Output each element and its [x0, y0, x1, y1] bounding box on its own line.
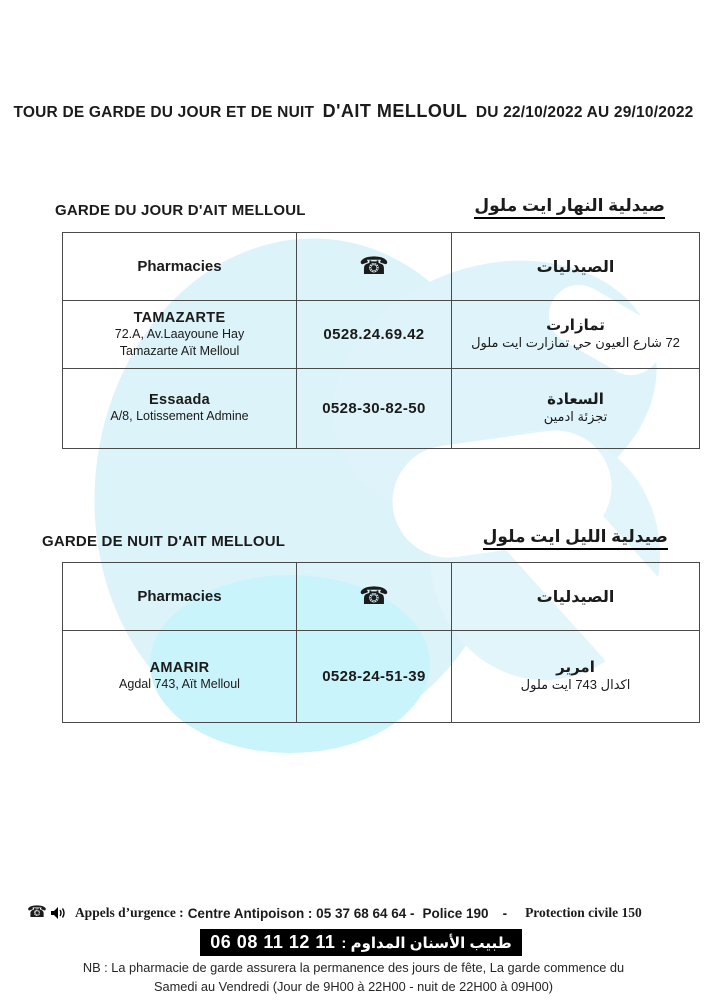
pharmacy-phone: 0528-30-82-50 — [297, 369, 452, 449]
pharmacy-cell-ar — [452, 369, 700, 449]
title-prefix: TOUR DE GARDE DU JOUR ET DE NUIT — [13, 104, 315, 121]
table-row — [63, 301, 700, 369]
nb-note-line2: Samedi au Vendredi (Jour de 9H00 à 22H00 - nuit de 22H00 à 09H00) — [153, 979, 554, 994]
pharmacy-address-ar: تجزئة ادمين — [543, 409, 608, 425]
pharmacy-address-fr: Agdal 743, Aït Melloul — [119, 677, 240, 692]
night-heading-fr: GARDE DE NUIT D'AIT MELLOUL — [42, 533, 286, 550]
header-cell-pharmacies: Pharmacies — [63, 233, 297, 301]
nb-note — [0, 958, 707, 996]
night-section-heading — [42, 527, 668, 550]
header-cell-pharmacies: Pharmacies — [63, 563, 297, 631]
title-city-highlight: D'AIT MELLOUL — [322, 101, 468, 121]
pharmacy-phone: 0528.24.69.42 — [297, 301, 452, 369]
pharmacy-address-fr: A/8, Lotissement Admine — [110, 409, 249, 424]
pharmacy-name-ar: تمازارت — [546, 317, 605, 335]
pharmacy-name-ar: السعادة — [547, 391, 604, 409]
dentist-label-ar: طبيب الأسنان المداوم : — [341, 934, 512, 952]
dentist-phone-number: 06 08 11 12 11 — [210, 932, 336, 952]
night-heading-ar: صيدلية الليل ايت ملول — [483, 527, 668, 550]
table-row — [63, 631, 700, 723]
header-cell-phone — [297, 233, 452, 301]
emergency-numbers-line — [27, 905, 697, 921]
pharmacy-address-fr: 72.A, Av.Laayoune Hay — [114, 327, 245, 342]
pharmacy-address-ar: اكدال 743 ايت ملول — [520, 677, 631, 693]
header-cell-phone — [297, 563, 452, 631]
header-cell-pharmacies-ar: الصيدليات — [452, 233, 700, 301]
emergency-label: Appels d’urgence : — [74, 905, 184, 920]
speaker-icon — [50, 906, 66, 920]
pharmacy-name-fr: Essaada — [149, 392, 210, 409]
pharmacy-cell-fr — [63, 631, 297, 723]
table-header-row — [63, 563, 700, 631]
telephone-icon: ☎ — [359, 252, 389, 280]
antipoison-number: Centre Antipoison : 05 37 68 64 64 - — [187, 905, 415, 921]
civil-protection-number: Protection civile 150 — [525, 905, 642, 920]
pharmacy-name-ar: امرير — [556, 659, 595, 677]
police-number: Police 190 — [422, 905, 489, 921]
page-title — [0, 101, 707, 122]
pharmacy-address-ar: 72 شارع العيون حي تمازارت ايت ملول — [471, 335, 680, 351]
table-header-row — [63, 233, 700, 301]
day-heading-fr: GARDE DU JOUR D'AIT MELLOUL — [55, 202, 306, 219]
pharmacy-phone: 0528-24-51-39 — [297, 631, 452, 723]
day-heading-ar: صيدلية النهار ايت ملول — [474, 196, 665, 219]
pharmacy-cell-ar — [452, 301, 700, 369]
separator-dash: - — [502, 905, 508, 921]
table-row — [63, 369, 700, 449]
day-duty-table — [62, 232, 700, 449]
pharmacy-name-fr: AMARIR — [149, 660, 210, 677]
pharmacy-cell-fr — [63, 369, 297, 449]
telephone-icon: ☎ — [359, 582, 389, 610]
pharmacy-address-fr: Tamazarte Aït Melloul — [119, 343, 240, 358]
title-date-range: DU 22/10/2022 AU 29/10/2022 — [475, 104, 694, 121]
pharmacy-name-fr: TAMAZARTE — [133, 310, 226, 327]
header-cell-pharmacies-ar: الصيدليات — [452, 563, 700, 631]
telephone-icon: ☎ — [27, 904, 47, 921]
pharmacy-cell-fr — [63, 301, 297, 369]
dentist-on-duty-bar — [200, 929, 522, 956]
pharmacy-cell-ar — [452, 631, 700, 723]
day-section-heading — [55, 196, 665, 219]
night-duty-table — [62, 562, 700, 723]
nb-note-line1: NB : La pharmacie de garde assurera la permanence des jours de fête, La garde commence du — [82, 960, 625, 975]
